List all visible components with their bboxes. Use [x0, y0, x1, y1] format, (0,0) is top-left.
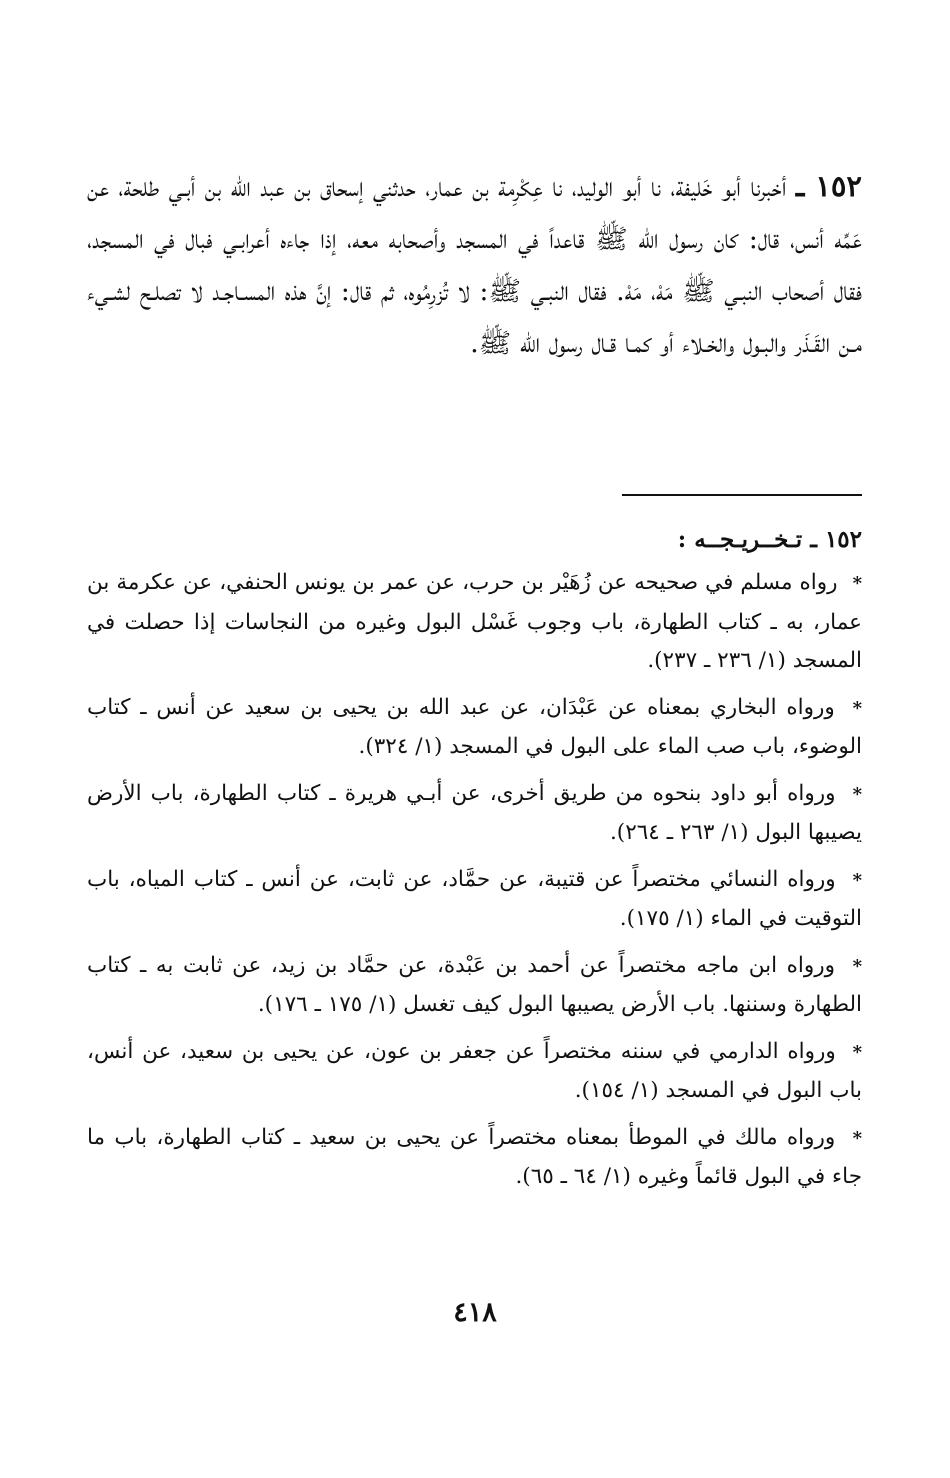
takhrij-note [87, 1119, 862, 1197]
note-text: ورواه أبو داود بنحوه من طريق أخرى، عن أبـي هريرة ـ كتاب الطهارة، باب الأرض يصيبها البول (١/ ٢٦٣ ـ ٢٦٤). [87, 780, 862, 845]
note-text: ورواه النسائي مختصراً عن قتيبة، عن حمَّاد، عن ثابت، عن أنس ـ كتاب المياه، باب التوقيت في الماء (١/ ١٧٥). [87, 866, 862, 931]
asterisk-icon: * [852, 697, 862, 719]
asterisk-icon: * [852, 1041, 862, 1063]
asterisk-icon: * [852, 573, 862, 594]
takhrij-note [87, 564, 862, 681]
asterisk-icon: * [852, 869, 862, 891]
hadith-number: ١٥٢ ـ [795, 169, 862, 203]
takhrij-note [87, 947, 862, 1025]
takhrij-note [87, 775, 862, 853]
note-text: ورواه ابن ماجه مختصراً عن أحمد بن عَبْدة، عن حمَّاد بن زيد، عن ثابت به ـ كتاب الطهارة وسننها. باب الأرض يصيبها البول كيف تغسل (١/ ١٧٥ ـ ١٧٦). [87, 952, 862, 1017]
takhrij-title: تـخــريـجــه : [677, 526, 803, 553]
takhrij-note [87, 689, 862, 767]
takhrij-section [87, 520, 862, 1205]
takhrij-note [87, 1033, 862, 1111]
hadith-text [87, 160, 862, 370]
asterisk-icon: * [852, 783, 862, 805]
page-number: ٤١٨ [453, 1297, 497, 1328]
takhrij-note [87, 861, 862, 939]
footnote-separator [622, 494, 862, 496]
hadith-body: أخبرنا أبو خَليفة، نا أبو الوليد، نا عِكْرِمة بن عمار، حدثني إسحاق بن عبد الله بن أبـي طلحة، عن عَمِّه أنس، قال: كان رسول الله ﷺ قاعداً في المسجد وأصحابه معه، إذا جاءه أعرابـي فبال في المسجد، فقال أصحاب النبـي ﷺ مَهْ، مَهْ. فقال النبـي ﷺ: لا تُزرِمُوه، ثم قال: إنَّ هذه المسـاجـد لا تصلـح لشـيء مـن القَـذَر والبـول والخـلاء أو كمـا قـال رسول الله ﷺ. [87, 172, 862, 359]
takhrij-heading [87, 520, 862, 560]
note-text: ورواه مالك في الموطأ بمعناه مختصراً عن يحيى بن سعيد ـ كتاب الطهارة، باب ما جاء في البول قائماً وغيره (١/ ٦٤ ـ ٦٥). [87, 1124, 862, 1189]
takhrij-number: ١٥٢ ـ [810, 526, 862, 553]
note-text: ورواه الدارمي في سننه مختصراً عن جعفر بن عون، عن يحيى بن سعيد، عن أنس، باب البول في المسجد (١/ ١٥٤). [87, 1038, 862, 1103]
asterisk-icon: * [852, 1127, 863, 1149]
asterisk-icon: * [852, 955, 862, 977]
note-text: رواه مسلم في صحيحه عن زُهَيْر بن حرب، عن عمر بن يونس الحنفي، عن عكرمة بن عمار، به ـ كتاب الطهارة، باب وجوب غَسْل البول وغيره من النجاسات إذا حصلت في المسجد (١/ ٢٣٦ ـ ٢٣٧). [87, 570, 862, 673]
note-text: ورواه البخاري بمعناه عن عَبْدَان، عن عبد الله بن يحيى بن سعيد عن أنس ـ كتاب الوضوء، باب صب الماء على البول في المسجد (١/ ٣٢٤). [87, 694, 862, 759]
